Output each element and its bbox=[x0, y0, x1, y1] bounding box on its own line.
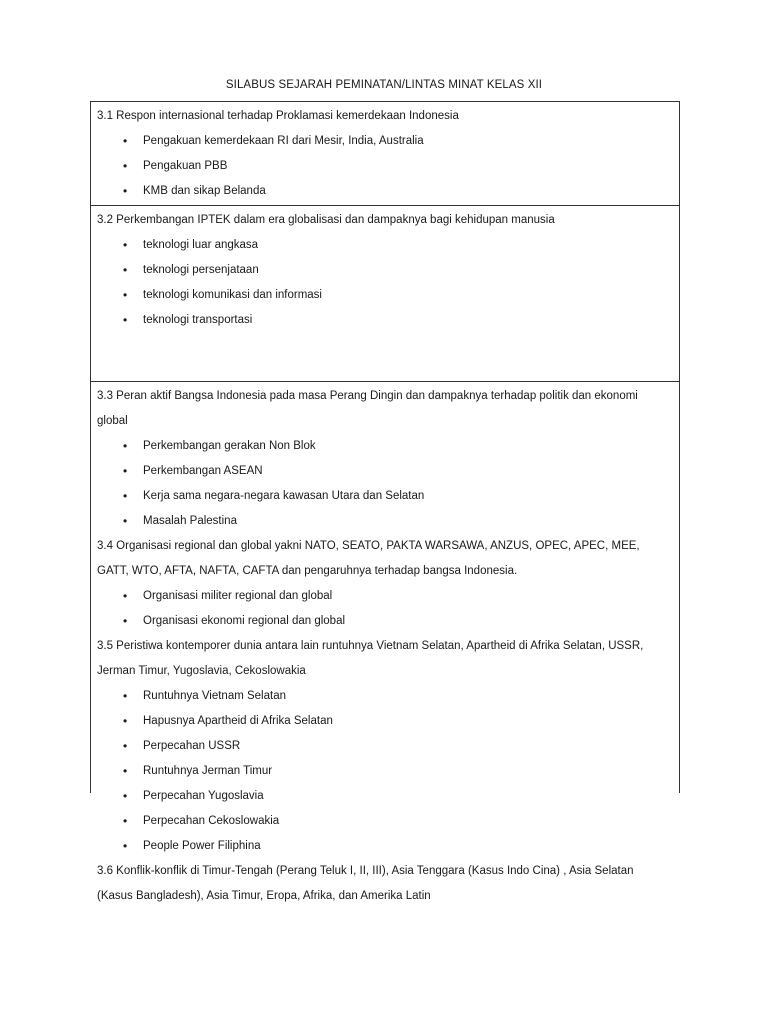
section-heading-3-5: 3.5 Peristiwa kontemporer dunia antara lain runtuhnya Vietnam Selatan, Apartheid di Afrika Selatan, USSR, Jerman Timur, Yugoslavia, Cekoslowakia bbox=[97, 640, 644, 677]
list-item: • Perpecahan Yugoslavia bbox=[97, 784, 679, 809]
section-heading-3-4: 3.4 Organisasi regional dan global yakni NATO, SEATO, PAKTA WARSAWA, ANZUS, OPEC, APEC, MEE, GATT, WTO, AFTA, NAFTA, CAFTA dan pengaruhnya terhadap bangsa Indonesia. bbox=[97, 540, 640, 577]
list-item: • Perkembangan gerakan Non Blok bbox=[97, 434, 679, 459]
bullet-list bbox=[97, 434, 679, 534]
list-item: • Perkembangan ASEAN bbox=[97, 459, 679, 484]
bullet-list bbox=[97, 233, 679, 333]
list-item: • Perpecahan Cekoslowakia bbox=[97, 809, 679, 834]
syllabus-table bbox=[90, 101, 680, 902]
list-item: • teknologi komunikasi dan informasi bbox=[97, 283, 679, 308]
list-item: • Pengakuan PBB bbox=[97, 154, 679, 179]
list-item: • KMB dan sikap Belanda bbox=[97, 179, 679, 204]
list-item: • Hapusnya Apartheid di Afrika Selatan bbox=[97, 709, 679, 734]
list-item: • Runtuhnya Vietnam Selatan bbox=[97, 684, 679, 709]
table-cell-3-1 bbox=[91, 102, 679, 206]
table-cell-3-2 bbox=[91, 206, 679, 382]
bullet-list bbox=[97, 129, 679, 204]
list-item: • Perpecahan USSR bbox=[97, 734, 679, 759]
section-heading-3-3: 3.3 Peran aktif Bangsa Indonesia pada masa Perang Dingin dan dampaknya terhadap politik dan ekonomi global bbox=[97, 390, 638, 427]
list-item: • Organisasi militer regional dan global bbox=[97, 584, 679, 609]
bullet-list bbox=[97, 684, 679, 859]
section-heading-3-6: 3.6 Konflik-konflik di Timur-Tengah (Perang Teluk I, II, III), Asia Tenggara (Kasus Indo Cina) , Asia Selatan (Kasus Bangladesh), Asia Timur, Eropa, Afrika, dan Amerika Latin bbox=[97, 865, 634, 902]
list-item: • Organisasi ekonomi regional dan global bbox=[97, 609, 679, 634]
list-item: • Pengakuan kemerdekaan RI dari Mesir, India, Australia bbox=[97, 129, 679, 154]
list-item: • teknologi luar angkasa bbox=[97, 233, 679, 258]
list-item: • Masalah Palestina bbox=[97, 509, 679, 534]
table-cell-3-3-to-3-6 bbox=[91, 382, 679, 902]
document-title: SILABUS SEJARAH PEMINATAN/LINTAS MINAT KELAS XII bbox=[225, 79, 543, 91]
section-heading-3-1: 3.1 Respon internasional terhadap Proklamasi kemerdekaan Indonesia bbox=[97, 110, 459, 122]
list-item: • Kerja sama negara-negara kawasan Utara dan Selatan bbox=[97, 484, 679, 509]
list-item: • Runtuhnya Jerman Timur bbox=[97, 759, 679, 784]
list-item: • teknologi transportasi bbox=[97, 308, 679, 333]
list-item: • teknologi persenjataan bbox=[97, 258, 679, 283]
list-item: • People Power Filiphina bbox=[97, 834, 679, 859]
bullet-list bbox=[97, 584, 679, 634]
section-heading-3-2: 3.2 Perkembangan IPTEK dalam era globalisasi dan dampaknya bagi kehidupan manusia bbox=[97, 214, 555, 226]
